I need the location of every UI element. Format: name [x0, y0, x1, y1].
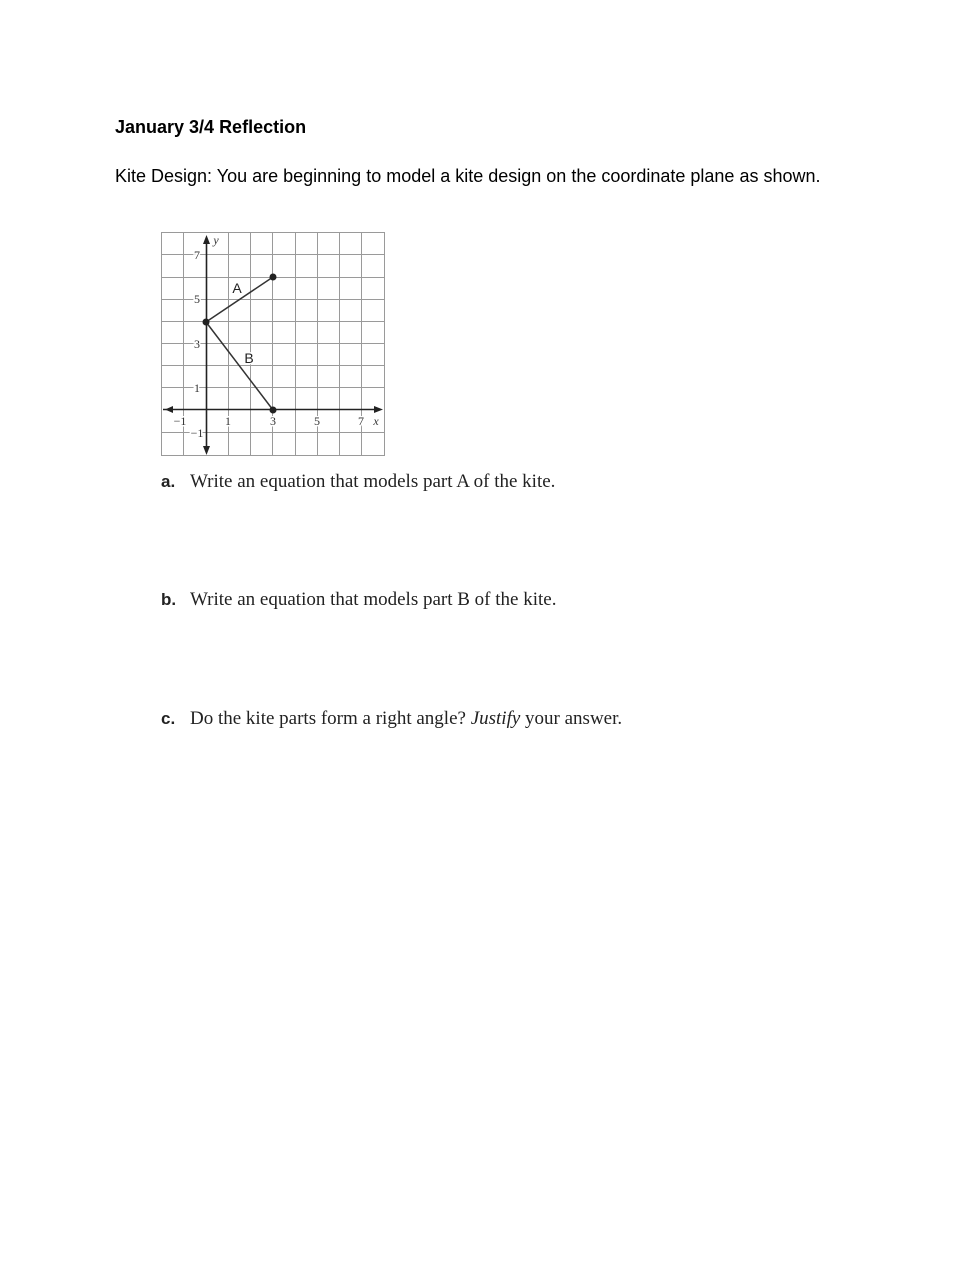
question-letter: b. [161, 590, 177, 609]
kite-coordinate-plane [161, 232, 385, 457]
x-tick-label: 1 [225, 414, 231, 428]
y-axis-arrow-down-icon [203, 446, 210, 455]
x-tick-label: −1 [173, 414, 187, 428]
x-axis-label: x [373, 414, 379, 428]
segment-label-b: B [244, 350, 254, 366]
x-tick-label: 3 [270, 414, 276, 428]
page-title: January 3/4 Reflection [115, 117, 307, 137]
x-axis-arrow-left-icon [165, 406, 173, 413]
segment-label-a: A [232, 280, 242, 296]
y-tick-label: −1 [190, 426, 204, 440]
question-letter: c. [161, 709, 176, 728]
question-text-after: your answer. [520, 708, 623, 729]
x-axis-arrow-icon [374, 406, 383, 413]
y-tick-label: 5 [194, 292, 200, 306]
coordinate-plane-svg [161, 232, 385, 457]
intro-paragraph: Kite Design: You are beginning to model a kite design on the coordinate plane as shown. [115, 166, 821, 186]
question-text-emphasis: Justify [470, 708, 521, 729]
question-text-before: Do the kite parts form a right angle? [190, 708, 471, 729]
x-tick-label: 5 [314, 414, 320, 428]
question-c [161, 707, 622, 731]
x-tick-label: 7 [358, 414, 364, 428]
point-b-end [270, 407, 277, 414]
y-tick-label: 7 [194, 248, 200, 262]
question-text: Write an equation that models part A of the kite. [190, 471, 556, 492]
y-tick-label: 3 [194, 337, 200, 351]
question-text: Write an equation that models part B of the kite. [190, 589, 557, 610]
point-vertex [203, 319, 210, 326]
question-letter: a. [161, 472, 176, 491]
point-a-end [270, 274, 277, 281]
y-axis-arrow-up-icon [203, 235, 210, 244]
question-b [161, 588, 556, 612]
y-axis-label: y [213, 233, 219, 247]
question-a [161, 470, 555, 494]
y-tick-label: 1 [194, 381, 200, 395]
